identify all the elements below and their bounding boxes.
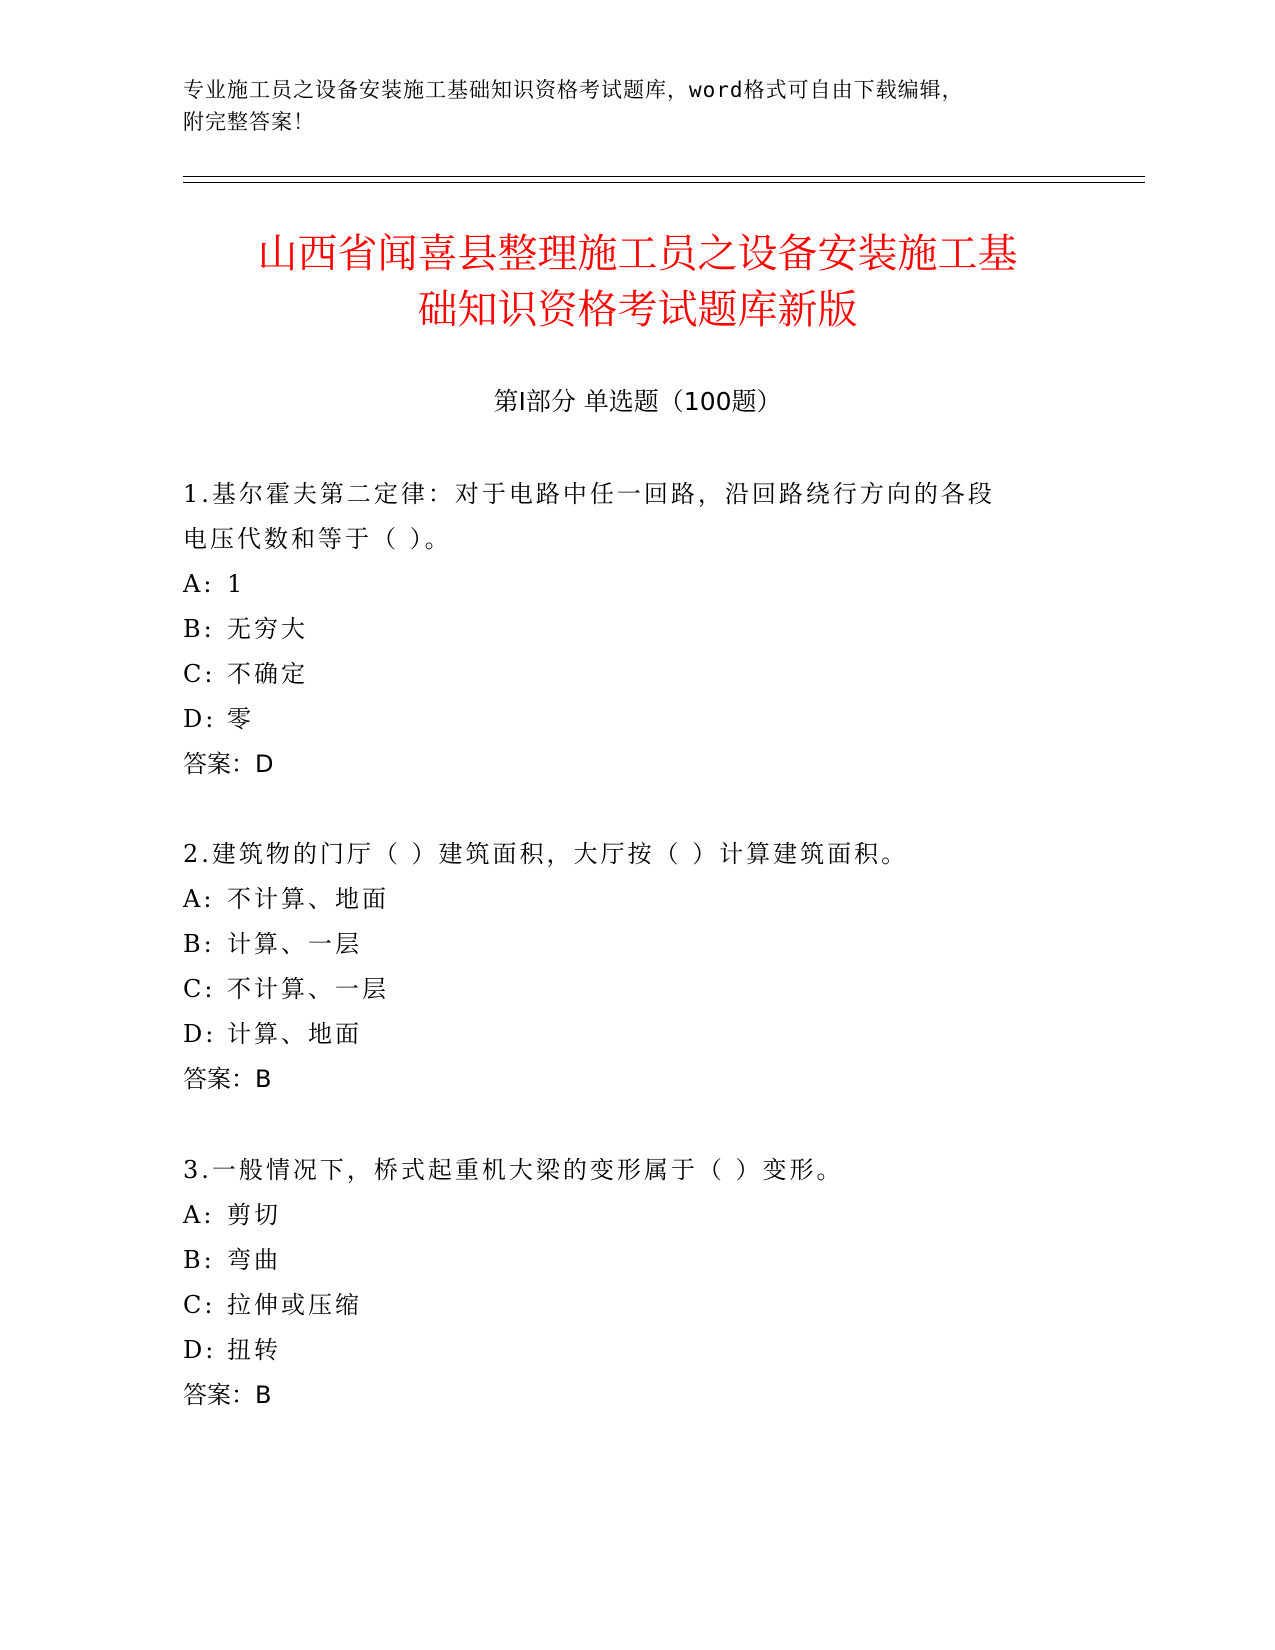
option-d [183,697,1083,742]
option-key: D: [183,1020,217,1048]
option-text: 不确定 [227,660,308,688]
option-key: B: [183,1246,215,1274]
option-key: D: [183,705,217,733]
option-text: 扭转 [227,1336,281,1364]
option-b [183,1238,1083,1283]
option-c [183,1283,1083,1328]
document-title [130,226,1145,338]
question-2 [183,832,1083,1102]
question-3 [183,1148,1083,1418]
option-c [183,652,1083,697]
question-stem-line1: 1.基尔霍夫第二定律：对于电路中任一回路，沿回路绕行方向的各段 [183,480,995,508]
option-c [183,967,1083,1012]
option-key: C: [183,660,216,688]
answer-line: 答案：D [183,750,274,778]
option-text: 计算、一层 [227,930,362,958]
section-heading: 第Ⅰ部分 单选题（100题） [493,387,782,416]
option-key: D: [183,1336,217,1364]
option-a [183,562,1083,607]
answer-line: 答案：B [183,1065,272,1093]
option-a [183,877,1083,922]
option-key: C: [183,1291,216,1319]
option-key: C: [183,975,216,1003]
option-key: A: [183,885,215,913]
option-text: 弯曲 [227,1246,281,1274]
header-note [183,74,1063,138]
option-text: 拉伸或压缩 [227,1291,362,1319]
document-title-line1: 山西省闻喜县整理施工员之设备安装施工基 [257,231,1018,277]
question-1 [183,472,1083,787]
option-key: B: [183,930,215,958]
option-text: 1 [227,570,246,598]
question-stem-line1: 2.建筑物的门厅（ ）建筑面积，大厅按（ ）计算建筑面积。 [183,840,909,868]
question-stem [183,1148,1083,1193]
header-divider-bottom [183,182,1145,183]
option-b [183,607,1083,652]
option-b [183,922,1083,967]
question-stem [183,472,1083,562]
answer-line: 答案：B [183,1381,272,1409]
option-a [183,1193,1083,1238]
question-stem [183,832,1083,877]
question-stem-line1: 3.一般情况下，桥式起重机大梁的变形属于（ ）变形。 [183,1156,844,1184]
document-title-line2: 础知识资格考试题库新版 [417,287,858,333]
option-key: A: [183,1201,215,1229]
option-text: 剪切 [227,1201,281,1229]
option-text: 无穷大 [227,615,308,643]
option-text: 零 [227,705,254,733]
question-stem-line2: 电压代数和等于（ ）。 [183,525,452,553]
option-d [183,1012,1083,1057]
option-key: A: [183,570,215,598]
option-text: 不计算、一层 [227,975,389,1003]
option-text: 不计算、地面 [227,885,389,913]
option-d [183,1328,1083,1373]
header-divider-top [183,176,1145,177]
option-key: B: [183,615,215,643]
option-text: 计算、地面 [227,1020,362,1048]
header-note-line1: 专业施工员之设备安装施工基础知识资格考试题库，word格式可自由下载编辑， [183,78,964,102]
header-note-line2: 附完整答案！ [183,110,315,134]
